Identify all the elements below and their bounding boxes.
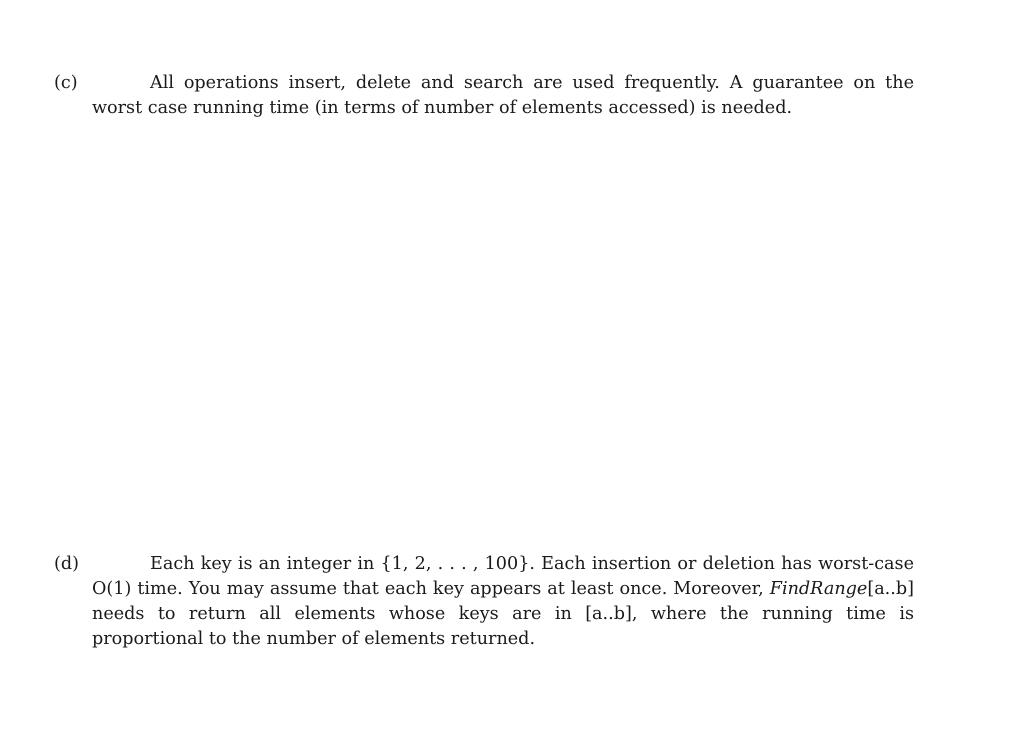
problem-c-text: All operations insert, delete and search are used frequently. A guarantee on the worst case running time (in terms of number of elements accessed) is needed. [92, 73, 914, 118]
problem-d [54, 552, 914, 652]
problem-d-text-1: Each key is an integer in {1, 2, . . . , 100}. Each insertion or deletion has worst-case O(1) time. You may assume that each key appears at least once. Moreover, [92, 554, 914, 599]
findrange-function-args: [a..b] [867, 579, 914, 599]
problem-d-label: (d) [54, 554, 79, 574]
findrange-function-name: FindRange [769, 579, 868, 599]
problem-d-text-2: needs to return all elements whose keys are in [a..b], where the running time is proportional to the number of elements returned. [92, 604, 914, 649]
problem-c [54, 71, 914, 121]
problem-c-label: (c) [54, 73, 78, 93]
